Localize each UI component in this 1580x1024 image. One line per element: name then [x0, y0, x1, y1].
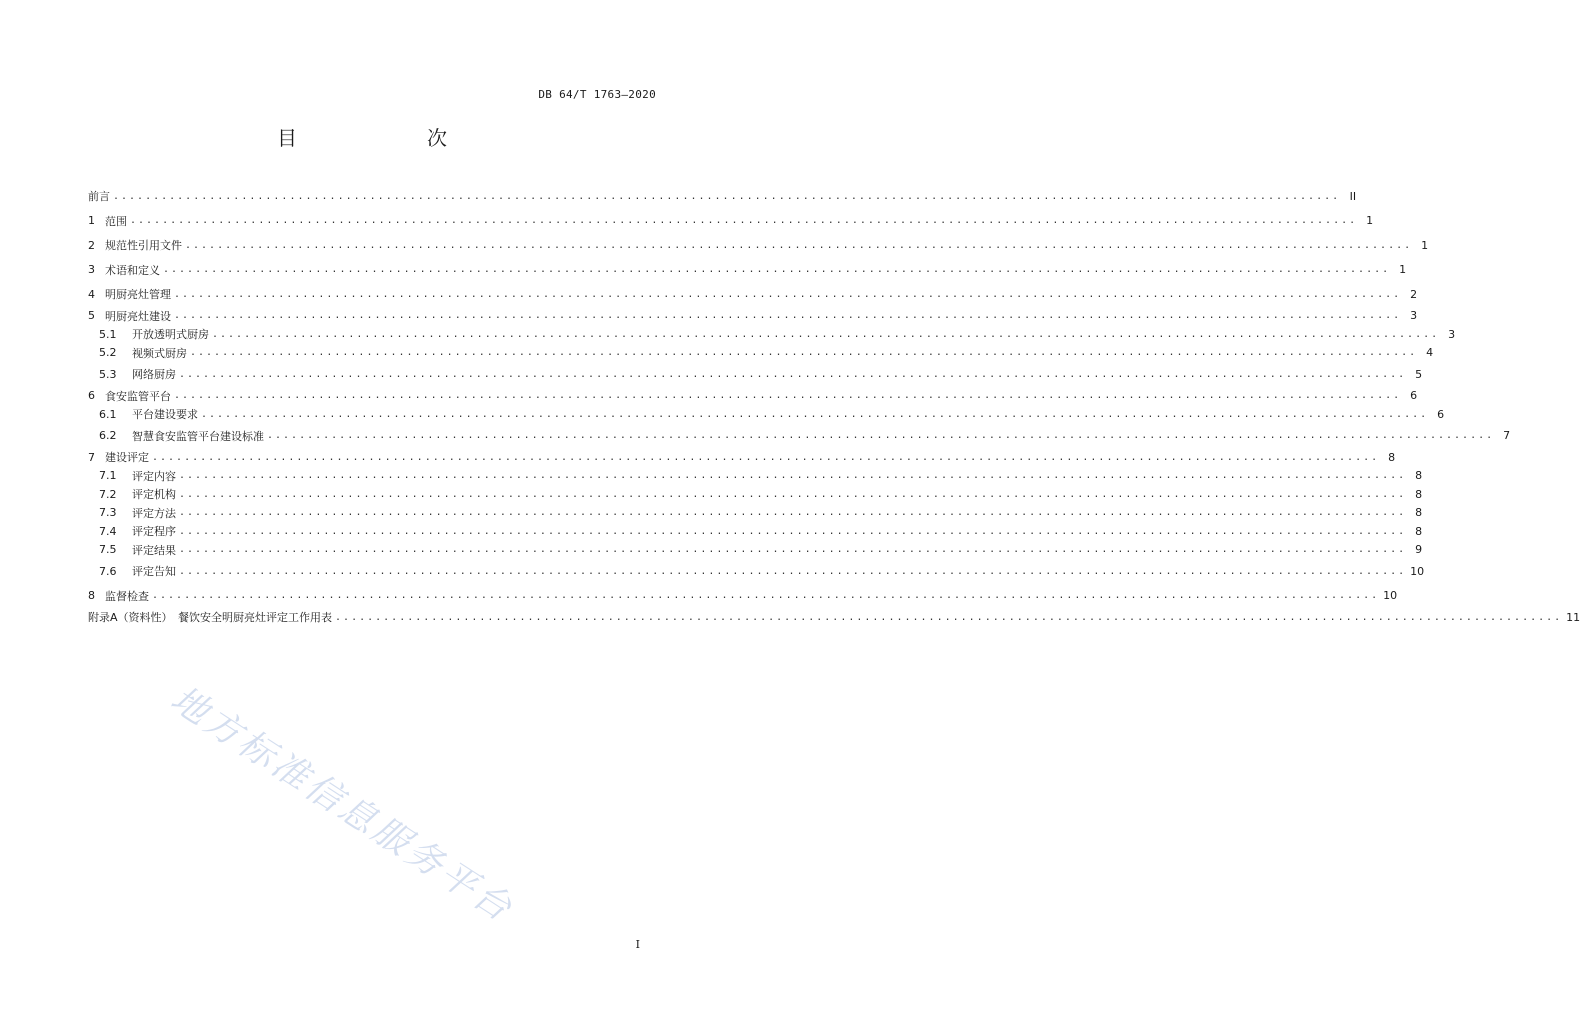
toc-entry[interactable]: [88, 504, 1423, 523]
toc-entry-page: 11: [1566, 610, 1580, 624]
toc-entry-page: 8: [1415, 469, 1423, 483]
toc-entry-label: 建设评定: [105, 451, 149, 465]
toc-entry-label: 前言: [88, 190, 110, 204]
page-title: 目 次: [277, 126, 477, 150]
toc-entry-number: 7.4: [99, 524, 117, 538]
toc-entry-number: 8: [88, 589, 95, 603]
toc-entry-label: 网络厨房: [132, 368, 176, 382]
toc-entry-label: 食安监管平台: [105, 389, 171, 403]
toc-leader-dots: [152, 452, 1379, 463]
toc-entry-number: 6.1: [99, 407, 117, 421]
page-number: I: [635, 938, 640, 951]
toc-entry-label: 附录A（资料性） 餐饮安全明厨亮灶评定工作用表: [88, 611, 333, 625]
toc-entry[interactable]: [88, 559, 1425, 584]
document-code: DB 64/T 1763—2020: [538, 88, 656, 101]
toc-entry-number: 6.2: [99, 429, 117, 443]
toc-entry[interactable]: [88, 233, 1429, 258]
toc-leader-dots: [163, 264, 1390, 275]
toc-leader-dots: [179, 507, 1406, 518]
toc-entry-label: 平台建设要求: [132, 408, 198, 422]
toc-leader-dots: [174, 310, 1401, 321]
toc-entry-page: 10: [1383, 589, 1398, 603]
toc-entry-label: 评定程序: [132, 525, 176, 539]
toc-entry-label: 智慧食安监管平台建设标准: [132, 429, 264, 443]
toc-entry-label: 明厨亮灶建设: [105, 309, 171, 323]
toc-entry[interactable]: [88, 387, 1418, 406]
toc-entry-number: 7.3: [99, 506, 117, 520]
table-of-contents: [88, 184, 1580, 627]
toc-entry[interactable]: [88, 405, 1445, 424]
toc-entry-number: 7.1: [99, 469, 117, 483]
toc-leader-dots: [190, 347, 1417, 358]
toc-entry-label: 评定结果: [132, 543, 176, 557]
toc-entry-page: 9: [1415, 543, 1423, 557]
toc-entry-page: 1: [1399, 263, 1407, 277]
toc-entry-label: 规范性引用文件: [105, 239, 182, 253]
toc-entry-label: 评定机构: [132, 488, 176, 502]
toc-entry-label: 视频式厨房: [132, 346, 187, 360]
toc-leader-dots: [113, 191, 1340, 202]
toc-entry[interactable]: [88, 608, 1580, 627]
toc-leader-dots: [335, 612, 1562, 623]
toc-entry[interactable]: [88, 362, 1423, 387]
toc-entry-page: 5: [1415, 367, 1423, 381]
toc-leader-dots: [185, 240, 1412, 251]
toc-entry-number: 6: [88, 389, 95, 403]
toc-entry-page: 7: [1503, 429, 1511, 443]
toc-entry[interactable]: [88, 424, 1511, 449]
toc-leader-dots: [179, 544, 1406, 555]
toc-leader-dots: [212, 329, 1439, 340]
toc-entry-page: 8: [1388, 450, 1396, 464]
toc-entry-number: 5.2: [99, 346, 117, 360]
toc-entry-number: 7.5: [99, 543, 117, 557]
toc-entry-number: 7.2: [99, 487, 117, 501]
toc-entry-label: 监督检查: [105, 589, 149, 603]
toc-entry-page: 10: [1410, 564, 1425, 578]
toc-entry-page: 3: [1448, 327, 1456, 341]
toc-entry-number: 7: [88, 450, 95, 464]
toc-leader-dots: [174, 390, 1401, 401]
toc-entry-label: 评定内容: [132, 469, 176, 483]
toc-entry-number: 5: [88, 309, 95, 323]
toc-leader-dots: [179, 369, 1406, 380]
toc-entry[interactable]: [88, 307, 1418, 326]
toc-entry-page: 6: [1437, 407, 1445, 421]
toc-entry[interactable]: [88, 584, 1398, 609]
toc-entry-number: 5.1: [99, 327, 117, 341]
toc-entry-number: 4: [88, 287, 95, 301]
toc-leader-dots: [179, 470, 1406, 481]
toc-entry-number: 2: [88, 238, 95, 252]
toc-leader-dots: [130, 215, 1357, 226]
toc-leader-dots: [174, 289, 1401, 300]
toc-entry-page: 4: [1426, 346, 1434, 360]
toc-entry[interactable]: [88, 467, 1423, 486]
toc-leader-dots: [179, 489, 1406, 500]
toc-entry-label: 评定告知: [132, 565, 176, 579]
toc-entry-label: 明厨亮灶管理: [105, 288, 171, 302]
toc-leader-dots: [152, 590, 1379, 601]
toc-entry[interactable]: [88, 448, 1396, 467]
toc-entry-label: 评定方法: [132, 506, 176, 520]
watermark: 地方标准信息服务平台: [163, 678, 522, 931]
toc-entry-label: 术语和定义: [105, 263, 160, 277]
toc-entry-page: 1: [1366, 214, 1374, 228]
toc-entry[interactable]: [88, 325, 1456, 344]
toc-entry-page: 1: [1421, 238, 1429, 252]
toc-leader-dots: [201, 409, 1428, 420]
toc-entry[interactable]: [88, 258, 1407, 283]
toc-entry[interactable]: [88, 485, 1423, 504]
toc-entry-number: 3: [88, 263, 95, 277]
toc-entry-label: 范围: [105, 214, 127, 228]
toc-leader-dots: [267, 430, 1494, 441]
toc-entry[interactable]: [88, 522, 1423, 541]
toc-leader-dots: [179, 526, 1406, 537]
toc-entry-page: 2: [1410, 287, 1418, 301]
toc-entry-page: II: [1349, 189, 1357, 203]
toc-entry-label: 开放透明式厨房: [132, 328, 209, 342]
toc-leader-dots: [179, 566, 1406, 577]
toc-entry[interactable]: [88, 209, 1374, 234]
toc-entry[interactable]: [88, 282, 1418, 307]
toc-entry[interactable]: [88, 184, 1357, 209]
toc-entry-page: 8: [1415, 487, 1423, 501]
toc-entry-page: 8: [1415, 506, 1423, 520]
toc-entry-number: 1: [88, 214, 95, 228]
toc-entry[interactable]: [88, 344, 1434, 363]
toc-entry-page: 3: [1410, 309, 1418, 323]
toc-entry-page: 6: [1410, 389, 1418, 403]
toc-entry-page: 8: [1415, 524, 1423, 538]
toc-entry[interactable]: [88, 541, 1423, 560]
toc-entry-number: 7.6: [99, 564, 117, 578]
toc-entry-number: 5.3: [99, 367, 117, 381]
